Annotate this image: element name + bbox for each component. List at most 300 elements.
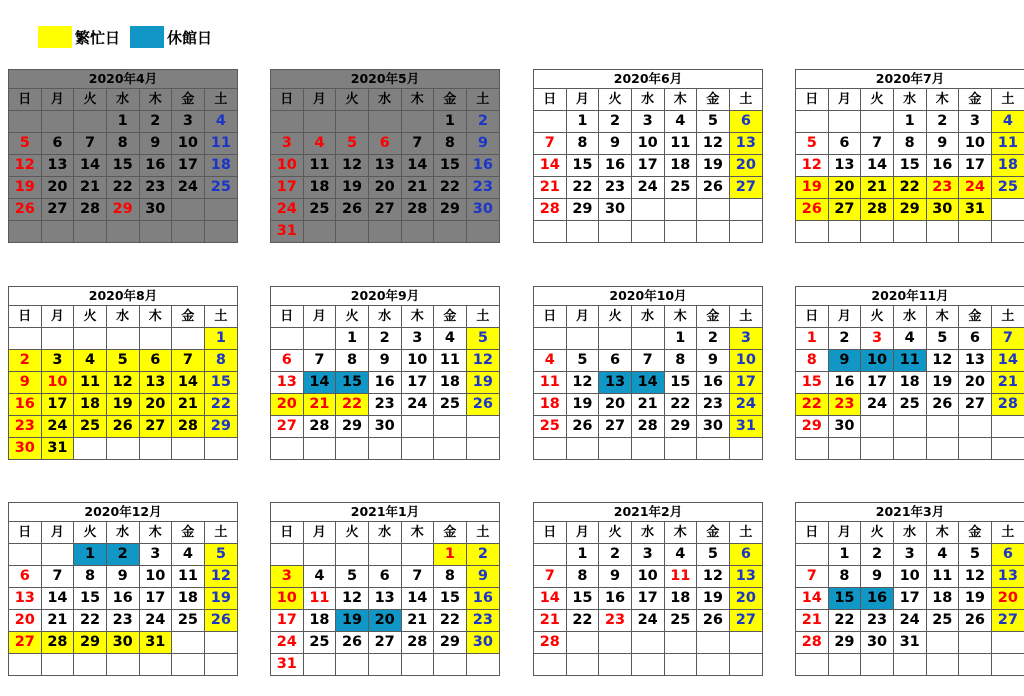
day-cell: 26 (9, 199, 42, 221)
day-cell: 18 (303, 610, 336, 632)
day-cell: 26 (697, 610, 730, 632)
day-cell: 24 (631, 177, 664, 199)
day-cell: 1 (566, 544, 599, 566)
empty-cell (336, 654, 369, 676)
day-cell: 10 (271, 588, 304, 610)
empty-cell (861, 416, 894, 438)
day-cell: 14 (796, 588, 829, 610)
day-cell: 15 (434, 155, 467, 177)
empty-cell (172, 221, 205, 243)
weekday-header: 土 (729, 306, 762, 328)
empty-cell (729, 632, 762, 654)
day-cell: 29 (566, 199, 599, 221)
weekday-header: 金 (697, 306, 730, 328)
day-cell: 15 (828, 588, 861, 610)
weekday-header: 土 (991, 89, 1024, 111)
day-cell: 15 (796, 372, 829, 394)
day-cell: 29 (796, 416, 829, 438)
day-cell: 3 (172, 111, 205, 133)
weekday-header: 月 (566, 522, 599, 544)
empty-cell (926, 221, 959, 243)
day-cell: 15 (664, 372, 697, 394)
day-cell: 3 (893, 544, 926, 566)
day-cell: 4 (204, 111, 237, 133)
day-cell: 7 (74, 133, 107, 155)
empty-cell (631, 328, 664, 350)
day-cell: 27 (991, 610, 1024, 632)
weekday-header: 土 (204, 89, 237, 111)
weekday-header: 木 (139, 89, 172, 111)
month-title: 2020年6月 (534, 70, 763, 89)
day-cell: 25 (204, 177, 237, 199)
day-cell: 25 (303, 199, 336, 221)
day-cell: 6 (959, 328, 992, 350)
empty-cell (926, 438, 959, 460)
day-cell: 7 (303, 350, 336, 372)
day-cell: 14 (534, 155, 567, 177)
day-cell: 23 (599, 610, 632, 632)
empty-cell (172, 654, 205, 676)
day-cell: 29 (893, 199, 926, 221)
empty-cell (41, 328, 74, 350)
empty-cell (729, 221, 762, 243)
weekday-header: 月 (41, 306, 74, 328)
empty-cell (796, 654, 829, 676)
empty-cell (106, 438, 139, 460)
day-cell: 25 (991, 177, 1024, 199)
day-cell: 27 (368, 632, 401, 654)
day-cell: 30 (9, 438, 42, 460)
weekday-header: 火 (74, 306, 107, 328)
day-cell: 16 (106, 588, 139, 610)
empty-cell (534, 654, 567, 676)
day-cell: 20 (959, 372, 992, 394)
empty-cell (303, 328, 336, 350)
day-cell: 17 (631, 155, 664, 177)
day-cell: 17 (41, 394, 74, 416)
empty-cell (926, 632, 959, 654)
empty-cell (926, 654, 959, 676)
month-title: 2020年4月 (9, 70, 238, 89)
day-cell: 2 (139, 111, 172, 133)
empty-cell (599, 328, 632, 350)
empty-cell (631, 654, 664, 676)
empty-cell (303, 544, 336, 566)
day-cell: 13 (729, 133, 762, 155)
day-cell: 2 (106, 544, 139, 566)
day-cell: 20 (271, 394, 304, 416)
month-calendar (795, 69, 1024, 243)
day-cell: 31 (271, 221, 304, 243)
day-cell: 24 (729, 394, 762, 416)
day-cell: 18 (926, 588, 959, 610)
weekday-header: 金 (959, 306, 992, 328)
day-cell: 18 (664, 588, 697, 610)
empty-cell (336, 544, 369, 566)
day-cell: 8 (828, 566, 861, 588)
day-cell: 1 (434, 111, 467, 133)
day-cell: 7 (631, 350, 664, 372)
empty-cell (534, 111, 567, 133)
weekday-header: 日 (796, 89, 829, 111)
day-cell: 23 (466, 177, 499, 199)
day-cell: 12 (9, 155, 42, 177)
day-cell: 8 (204, 350, 237, 372)
day-cell: 23 (861, 610, 894, 632)
empty-cell (599, 221, 632, 243)
weekday-header: 火 (861, 89, 894, 111)
day-cell: 21 (534, 610, 567, 632)
day-cell: 8 (336, 350, 369, 372)
weekday-header: 日 (9, 306, 42, 328)
empty-cell (204, 632, 237, 654)
empty-cell (74, 221, 107, 243)
day-cell: 10 (271, 155, 304, 177)
empty-cell (796, 111, 829, 133)
day-cell: 4 (893, 328, 926, 350)
day-cell: 29 (434, 199, 467, 221)
day-cell: 9 (106, 566, 139, 588)
day-cell: 4 (172, 544, 205, 566)
day-cell: 28 (631, 416, 664, 438)
empty-cell (303, 438, 336, 460)
weekday-header: 火 (336, 89, 369, 111)
day-cell: 5 (566, 350, 599, 372)
empty-cell (466, 416, 499, 438)
day-cell: 15 (106, 155, 139, 177)
day-cell: 31 (41, 438, 74, 460)
day-cell: 19 (566, 394, 599, 416)
empty-cell (172, 632, 205, 654)
day-cell: 12 (959, 566, 992, 588)
day-cell: 4 (664, 544, 697, 566)
day-cell: 24 (893, 610, 926, 632)
day-cell: 18 (204, 155, 237, 177)
day-cell: 16 (466, 155, 499, 177)
day-cell: 18 (303, 177, 336, 199)
empty-cell (796, 438, 829, 460)
empty-cell (368, 438, 401, 460)
day-cell: 15 (74, 588, 107, 610)
weekday-header: 水 (631, 89, 664, 111)
day-cell: 22 (336, 394, 369, 416)
weekday-header: 火 (599, 89, 632, 111)
empty-cell (697, 438, 730, 460)
day-cell: 10 (861, 350, 894, 372)
month-title: 2021年2月 (534, 503, 763, 522)
day-cell: 29 (434, 632, 467, 654)
day-cell: 25 (893, 394, 926, 416)
empty-cell (139, 328, 172, 350)
empty-cell (828, 221, 861, 243)
empty-cell (729, 199, 762, 221)
day-cell: 2 (828, 328, 861, 350)
weekday-header: 金 (434, 522, 467, 544)
day-cell: 2 (368, 328, 401, 350)
day-cell: 29 (106, 199, 139, 221)
empty-cell (368, 654, 401, 676)
day-cell: 12 (566, 372, 599, 394)
day-cell: 21 (534, 177, 567, 199)
empty-cell (796, 544, 829, 566)
day-cell: 7 (172, 350, 205, 372)
day-cell: 6 (599, 350, 632, 372)
day-cell: 5 (697, 544, 730, 566)
day-cell: 3 (959, 111, 992, 133)
day-cell: 21 (401, 610, 434, 632)
day-cell: 12 (926, 350, 959, 372)
day-cell: 19 (336, 610, 369, 632)
empty-cell (861, 111, 894, 133)
day-cell: 28 (41, 632, 74, 654)
weekday-header: 金 (959, 89, 992, 111)
empty-cell (796, 221, 829, 243)
day-cell: 8 (434, 133, 467, 155)
weekday-header: 水 (631, 522, 664, 544)
day-cell: 27 (139, 416, 172, 438)
empty-cell (664, 199, 697, 221)
empty-cell (74, 328, 107, 350)
day-cell: 11 (303, 588, 336, 610)
day-cell: 28 (74, 199, 107, 221)
empty-cell (959, 416, 992, 438)
day-cell: 13 (991, 566, 1024, 588)
empty-cell (534, 221, 567, 243)
day-cell: 24 (271, 199, 304, 221)
day-cell: 18 (991, 155, 1024, 177)
legend-closed-swatch (130, 26, 164, 48)
day-cell: 14 (41, 588, 74, 610)
empty-cell (599, 632, 632, 654)
empty-cell (893, 416, 926, 438)
weekday-header: 土 (204, 306, 237, 328)
day-cell: 17 (271, 177, 304, 199)
month-calendar (795, 286, 1024, 460)
day-cell: 4 (434, 328, 467, 350)
day-cell: 18 (664, 155, 697, 177)
empty-cell (434, 654, 467, 676)
day-cell: 27 (9, 632, 42, 654)
day-cell: 27 (959, 394, 992, 416)
empty-cell (401, 416, 434, 438)
day-cell: 31 (271, 654, 304, 676)
day-cell: 27 (729, 610, 762, 632)
day-cell: 1 (893, 111, 926, 133)
weekday-header: 火 (336, 306, 369, 328)
day-cell: 24 (861, 394, 894, 416)
empty-cell (828, 654, 861, 676)
day-cell: 9 (368, 350, 401, 372)
day-cell: 14 (991, 350, 1024, 372)
day-cell: 6 (368, 566, 401, 588)
weekday-header: 土 (991, 306, 1024, 328)
month-calendar (8, 69, 238, 243)
weekday-header: 月 (566, 89, 599, 111)
day-cell: 21 (74, 177, 107, 199)
day-cell: 23 (106, 610, 139, 632)
empty-cell (303, 221, 336, 243)
day-cell: 22 (893, 177, 926, 199)
legend-busy-swatch (38, 26, 72, 48)
day-cell: 26 (959, 610, 992, 632)
day-cell: 10 (401, 350, 434, 372)
day-cell: 22 (664, 394, 697, 416)
weekday-header: 月 (303, 306, 336, 328)
day-cell: 16 (599, 588, 632, 610)
day-cell: 4 (991, 111, 1024, 133)
weekday-header: 金 (434, 89, 467, 111)
day-cell: 9 (466, 133, 499, 155)
day-cell: 4 (534, 350, 567, 372)
day-cell: 15 (434, 588, 467, 610)
empty-cell (697, 654, 730, 676)
weekday-header: 木 (139, 306, 172, 328)
day-cell: 17 (959, 155, 992, 177)
empty-cell (991, 199, 1024, 221)
day-cell: 12 (204, 566, 237, 588)
empty-cell (271, 111, 304, 133)
day-cell: 4 (303, 133, 336, 155)
empty-cell (41, 544, 74, 566)
day-cell: 17 (172, 155, 205, 177)
day-cell: 11 (926, 566, 959, 588)
empty-cell (204, 199, 237, 221)
day-cell: 15 (204, 372, 237, 394)
day-cell: 22 (796, 394, 829, 416)
day-cell: 30 (368, 416, 401, 438)
day-cell: 7 (861, 133, 894, 155)
day-cell: 25 (664, 610, 697, 632)
day-cell: 10 (893, 566, 926, 588)
empty-cell (861, 221, 894, 243)
empty-cell (959, 221, 992, 243)
day-cell: 28 (534, 199, 567, 221)
day-cell: 13 (599, 372, 632, 394)
day-cell: 26 (566, 416, 599, 438)
day-cell: 28 (303, 416, 336, 438)
empty-cell (271, 438, 304, 460)
day-cell: 14 (303, 372, 336, 394)
day-cell: 18 (74, 394, 107, 416)
empty-cell (106, 221, 139, 243)
empty-cell (9, 221, 42, 243)
day-cell: 2 (466, 544, 499, 566)
day-cell: 24 (959, 177, 992, 199)
day-cell: 16 (466, 588, 499, 610)
weekday-header: 木 (139, 522, 172, 544)
empty-cell (828, 111, 861, 133)
weekday-header: 水 (893, 522, 926, 544)
day-cell: 3 (401, 328, 434, 350)
day-cell: 11 (204, 133, 237, 155)
empty-cell (534, 328, 567, 350)
day-cell: 19 (466, 372, 499, 394)
weekday-header: 水 (368, 522, 401, 544)
empty-cell (41, 221, 74, 243)
empty-cell (74, 438, 107, 460)
day-cell: 22 (828, 610, 861, 632)
day-cell: 15 (893, 155, 926, 177)
day-cell: 6 (41, 133, 74, 155)
day-cell: 5 (9, 133, 42, 155)
day-cell: 29 (336, 416, 369, 438)
day-cell: 2 (697, 328, 730, 350)
day-cell: 7 (796, 566, 829, 588)
weekday-header: 木 (926, 89, 959, 111)
day-cell: 31 (139, 632, 172, 654)
day-cell: 3 (271, 566, 304, 588)
day-cell: 27 (41, 199, 74, 221)
weekday-header: 金 (697, 522, 730, 544)
month-calendar (795, 502, 1024, 676)
empty-cell (664, 438, 697, 460)
day-cell: 3 (631, 111, 664, 133)
day-cell: 26 (466, 394, 499, 416)
empty-cell (106, 654, 139, 676)
day-cell: 30 (697, 416, 730, 438)
empty-cell (74, 654, 107, 676)
empty-cell (41, 111, 74, 133)
day-cell: 26 (336, 632, 369, 654)
empty-cell (466, 221, 499, 243)
day-cell: 8 (566, 566, 599, 588)
empty-cell (926, 416, 959, 438)
day-cell: 27 (368, 199, 401, 221)
empty-cell (434, 221, 467, 243)
day-cell: 1 (796, 328, 829, 350)
day-cell: 7 (534, 566, 567, 588)
weekday-header: 土 (991, 522, 1024, 544)
day-cell: 29 (204, 416, 237, 438)
day-cell: 22 (204, 394, 237, 416)
day-cell: 28 (401, 632, 434, 654)
weekday-header: 日 (271, 89, 304, 111)
empty-cell (631, 632, 664, 654)
day-cell: 4 (303, 566, 336, 588)
day-cell: 9 (599, 133, 632, 155)
day-cell: 14 (74, 155, 107, 177)
day-cell: 15 (566, 588, 599, 610)
day-cell: 9 (9, 372, 42, 394)
day-cell: 1 (106, 111, 139, 133)
empty-cell (534, 438, 567, 460)
empty-cell (959, 654, 992, 676)
day-cell: 3 (631, 544, 664, 566)
month-title: 2020年7月 (796, 70, 1024, 89)
day-cell: 14 (861, 155, 894, 177)
weekday-header: 日 (9, 522, 42, 544)
empty-cell (991, 221, 1024, 243)
empty-cell (336, 438, 369, 460)
day-cell: 28 (534, 632, 567, 654)
weekday-header: 金 (434, 306, 467, 328)
day-cell: 27 (729, 177, 762, 199)
weekday-header: 火 (336, 522, 369, 544)
day-cell: 19 (926, 372, 959, 394)
day-cell: 13 (368, 155, 401, 177)
legend (38, 26, 222, 48)
day-cell: 31 (893, 632, 926, 654)
day-cell: 16 (368, 372, 401, 394)
day-cell: 19 (336, 177, 369, 199)
month-title: 2020年9月 (271, 287, 500, 306)
empty-cell (9, 111, 42, 133)
day-cell: 23 (828, 394, 861, 416)
empty-cell (893, 221, 926, 243)
weekday-header: 火 (74, 522, 107, 544)
day-cell: 5 (796, 133, 829, 155)
weekday-header: 日 (534, 89, 567, 111)
